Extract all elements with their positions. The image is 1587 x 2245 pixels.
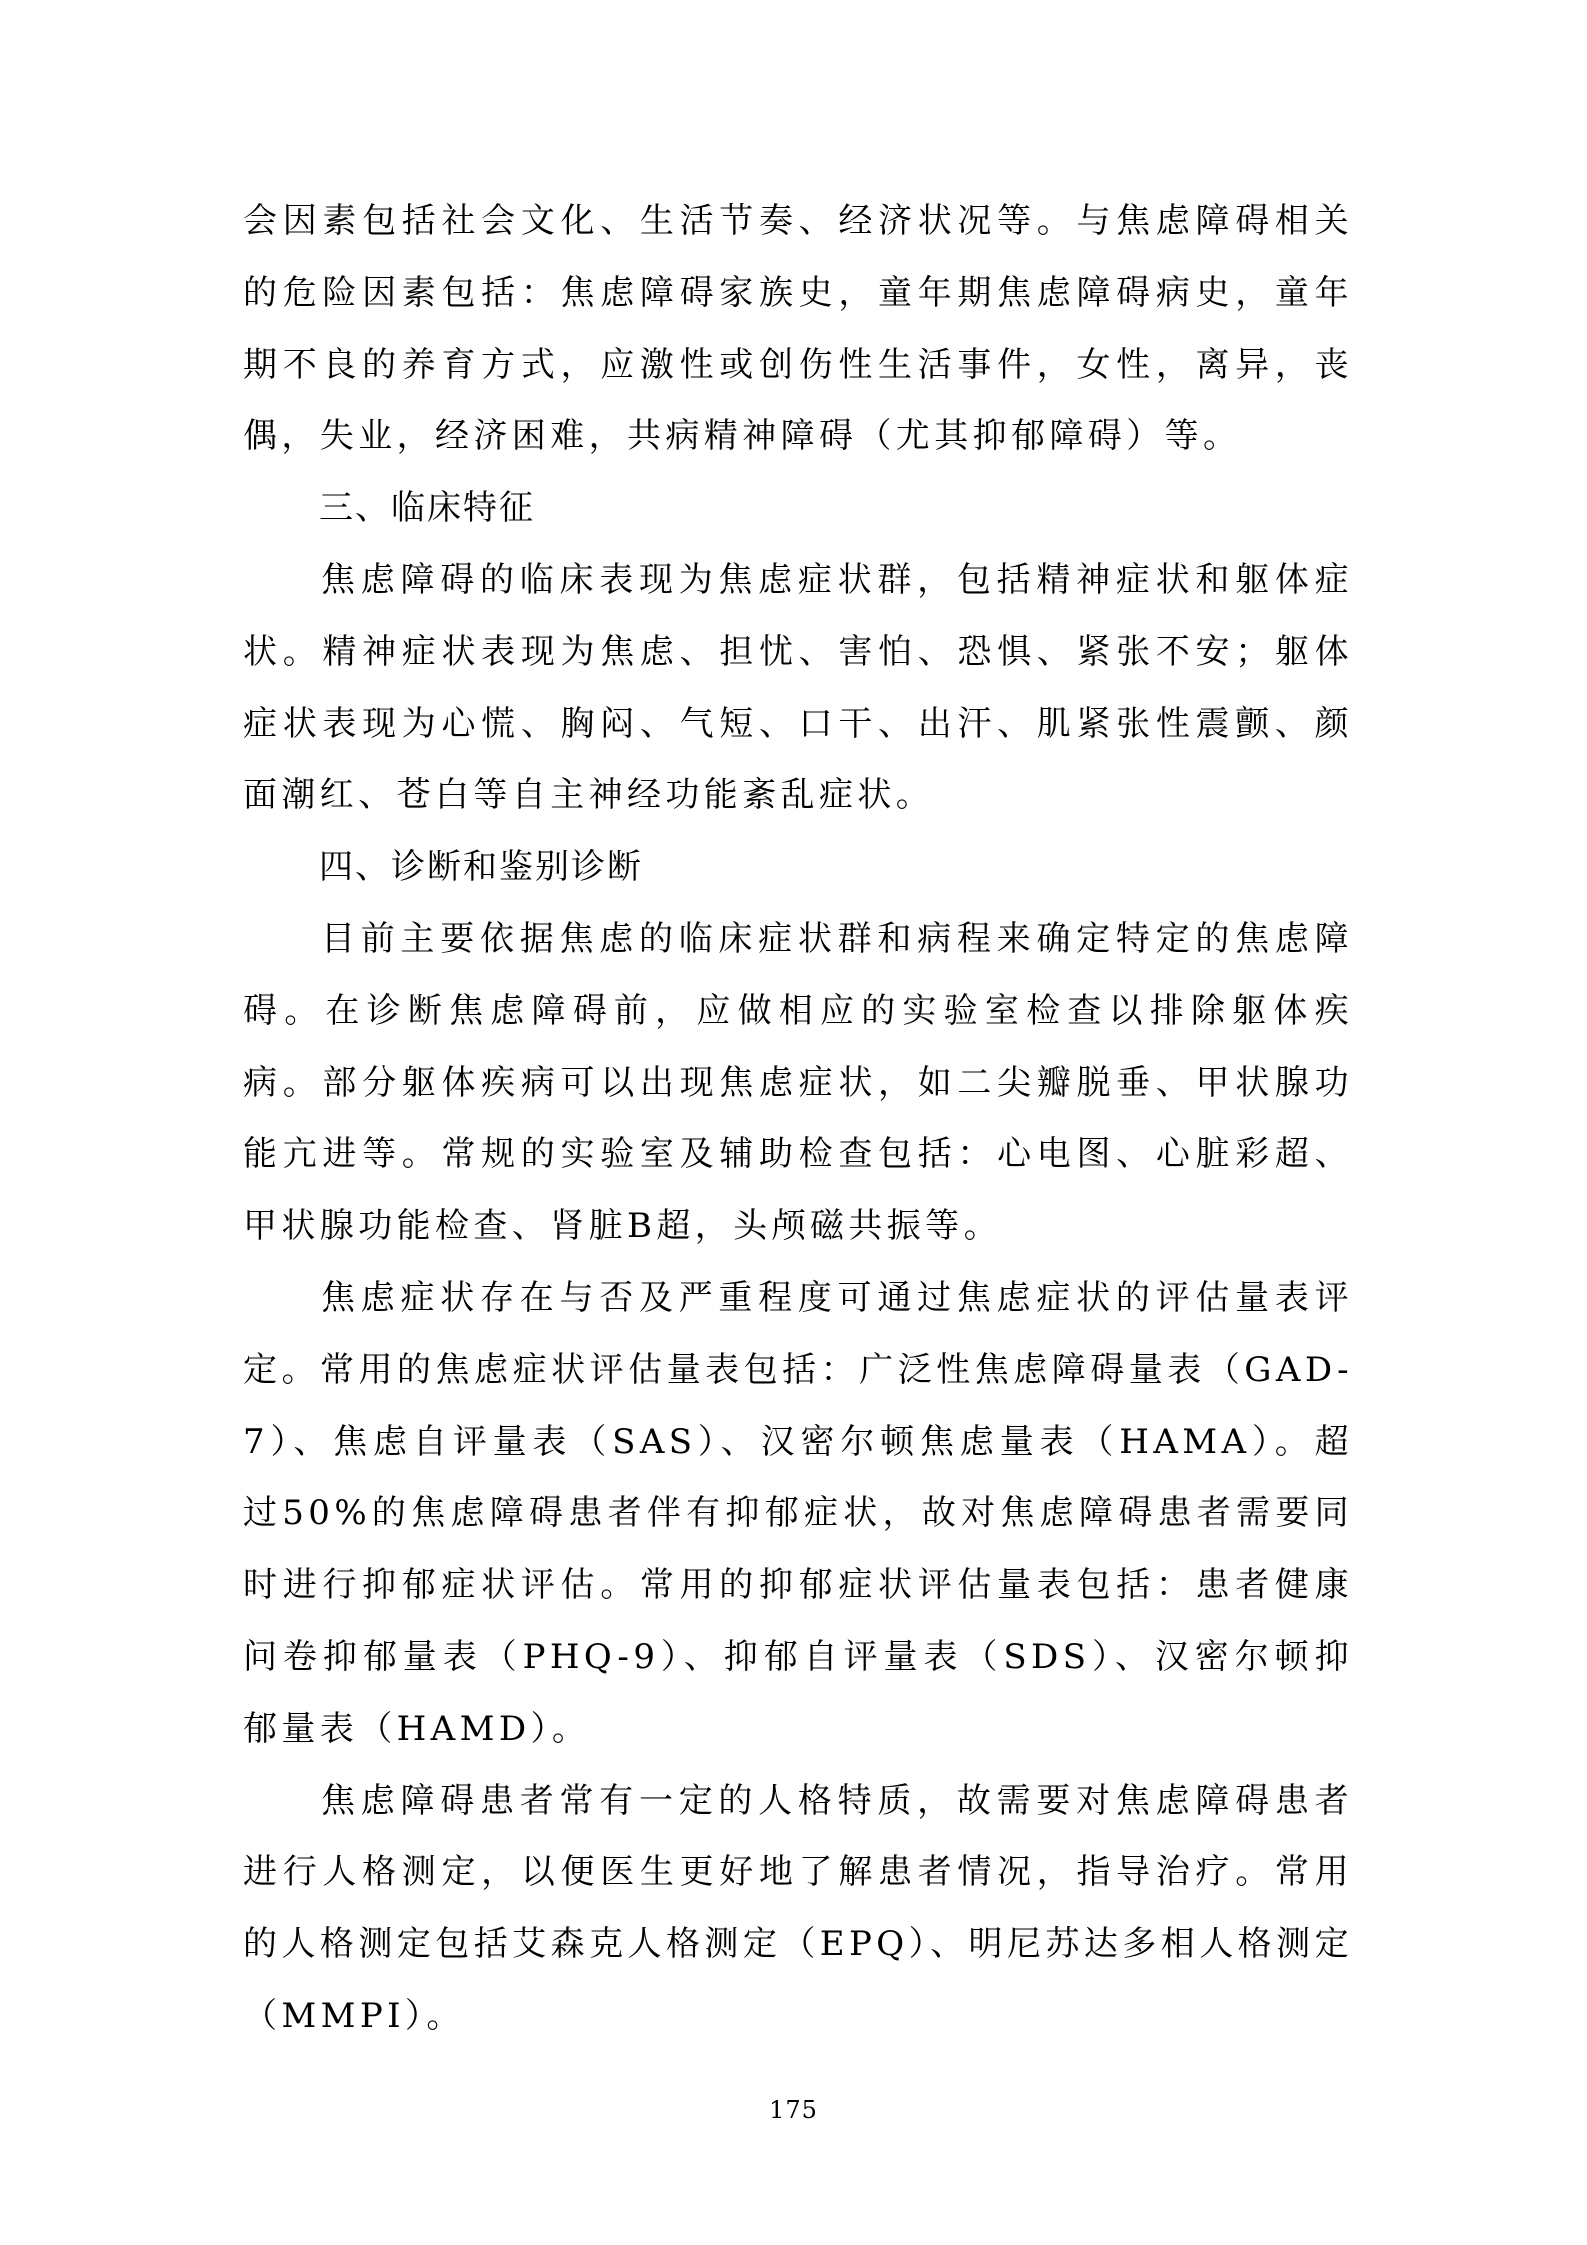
paragraph-personality-tests: 焦虑障碍患者常有一定的人格特质，故需要对焦虑障碍患者进行人格测定，以便医生更好地了解患者情况，指导治疗。常用的人格测定包括艾森克人格测定（EPQ）、明尼苏达多相人格测定（MMPI）。 [243, 1780, 1353, 2036]
section-heading-clinical-features: 三、临床特征 [319, 488, 535, 529]
paragraph-assessment-scales: 焦虑症状存在与否及严重程度可通过焦虑症状的评估量表评定。常用的焦虑症状评估量表包括：广泛性焦虑障碍量表（GAD-7）、焦虑自评量表（SAS）、汉密尔顿焦虑量表（HAMA）。超过50%的焦虑障碍患者伴有抑郁症状，故对焦虑障碍患者需要同时进行抑郁症状评估。常用的抑郁症状评估量表包括：患者健康问卷抑郁量表（PHQ-9）、抑郁自评量表（SDS）、汉密尔顿抑郁量表（HAMD）。 [243, 1277, 1353, 1749]
paragraph-diagnosis-basis: 目前主要依据焦虑的临床症状群和病程来确定特定的焦虑障碍。在诊断焦虑障碍前，应做相应的实验室检查以排除躯体疾病。部分躯体疾病可以出现焦虑症状，如二尖瓣脱垂、甲状腺功能亢进等。常规的实验室及辅助检查包括：心电图、心脏彩超、甲状腺功能检查、肾脏B超，头颅磁共振等。 [243, 918, 1353, 1247]
page-body [243, 186, 1353, 2053]
section-heading-diagnosis: 四、诊断和鉴别诊断 [319, 847, 643, 888]
paragraph-clinical-features: 焦虑障碍的临床表现为焦虑症状群，包括精神症状和躯体症状。精神症状表现为焦虑、担忧、害怕、恐惧、紧张不安；躯体症状表现为心慌、胸闷、气短、口干、出汗、肌紧张性震颤、颜面潮红、苍白等自主神经功能紊乱症状。 [243, 559, 1353, 816]
page-number: 175 [769, 2096, 818, 2124]
paragraph-risk-factors: 会因素包括社会文化、生活节奏、经济状况等。与焦虑障碍相关的危险因素包括：焦虑障碍家族史，童年期焦虑障碍病史，童年期不良的养育方式，应激性或创伤性生活事件，女性，离异，丧偶，失业，经济困难，共病精神障碍（尤其抑郁障碍）等。 [243, 201, 1353, 457]
